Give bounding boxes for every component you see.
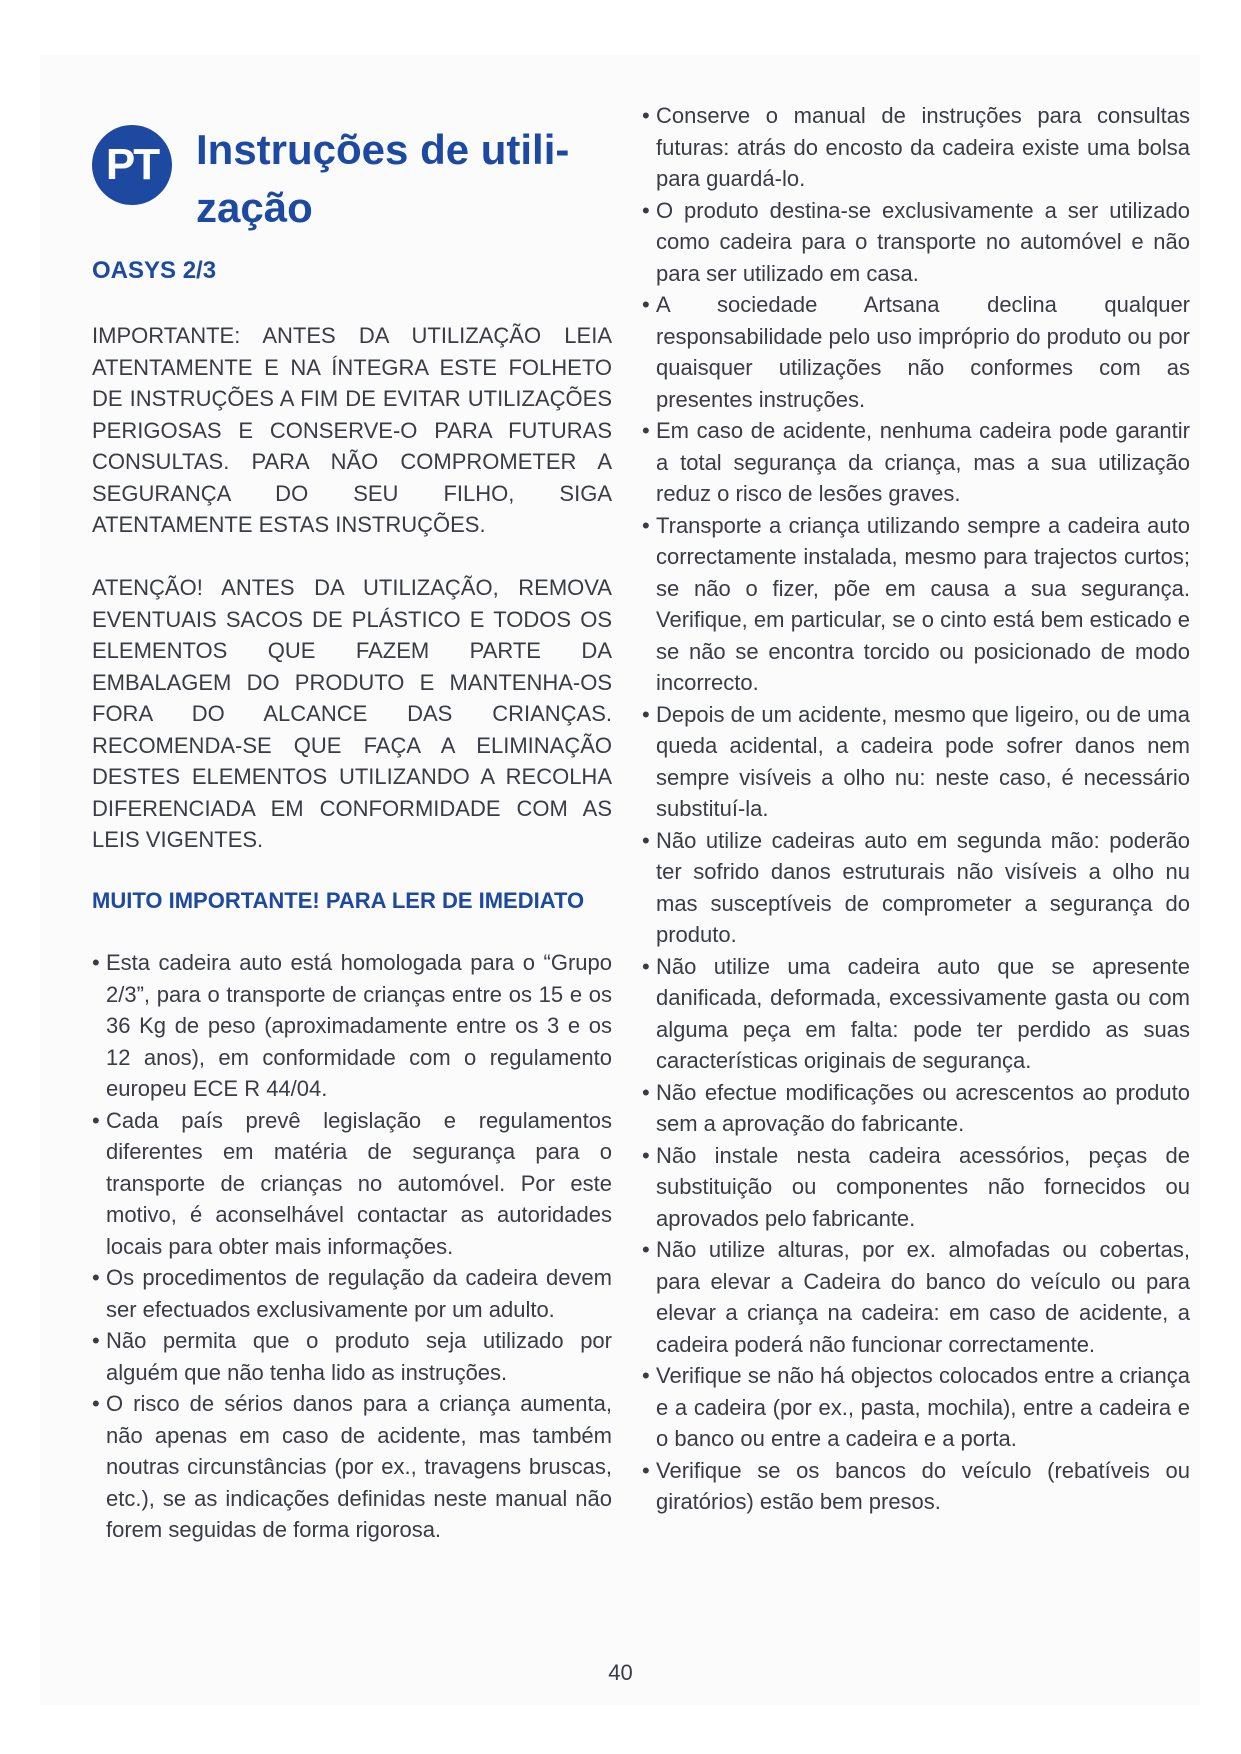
- list-item: • A sociedade Artsana declina qualquer responsabilidade pelo uso impróprio do produto ou por quaisquer utilizações não conformes com as presentes instruções.: [642, 289, 1190, 415]
- product-name: OASYS 2/3: [92, 257, 217, 284]
- list-item: • O produto destina-se exclusivamente a ser utilizado como cadeira para o transporte no automóvel e não para ser utilizado em casa.: [642, 195, 1190, 290]
- list-item: • Cada país prevê legislação e regulamentos diferentes em matéria de segurança para o transporte de crianças no automóvel. Por este motivo, é aconselhável contactar as autoridades locais para obter mais informações.: [92, 1105, 612, 1263]
- left-column: [92, 95, 612, 1542]
- right-bullet-list: [642, 100, 1190, 1518]
- left-bullet-list: [92, 947, 612, 1546]
- list-item: • Não utilize alturas, por ex. almofadas ou cobertas, para elevar a Cadeira do banco do veículo ou para elevar a criança na cadeira: em caso de acidente, a cadeira poderá não funcionar correctamente.: [642, 1234, 1190, 1360]
- document-header: [92, 95, 612, 245]
- page-number: 40: [608, 1660, 633, 1685]
- list-item: • Não permita que o produto seja utilizado por alguém que não tenha lido as instruções.: [92, 1325, 612, 1388]
- list-item: • Em caso de acidente, nenhuma cadeira pode garantir a total segurança da criança, mas a sua utilização reduz o risco de lesões graves.: [642, 415, 1190, 510]
- important-notice: IMPORTANTE: ANTES DA UTILIZAÇÃO LEIA ATENTAMENTE E NA ÍNTEGRA ESTE FOLHETO DE INSTRUÇÕES A FIM DE EVITAR UTILIZAÇÕES PERIGOSAS E CONSERVE-O PARA FUTURAS CONSULTAS. PARA NÃO COMPROMETER A SEGURANÇA DO SEU FILHO, SIGA ATENTAMENTE ESTAS INSTRUÇÕES.: [92, 323, 612, 537]
- list-item: • Não utilize cadeiras auto em segunda mão: poderão ter sofrido danos estruturais não visíveis a olho nu mas susceptíveis de comprometer a segurança do produto.: [642, 825, 1190, 951]
- list-item: • Não utilize uma cadeira auto que se apresente danificada, deformada, excessivamente gasta ou com alguma peça em falta: pode ter perdido as suas características originais de segurança.: [642, 951, 1190, 1077]
- list-item: • Verifique se os bancos do veículo (rebatíveis ou giratórios) estão bem presos.: [642, 1455, 1190, 1518]
- list-item: • Os procedimentos de regulação da cadeira devem ser efectuados exclusivamente por um adulto.: [92, 1262, 612, 1325]
- list-item: • Verifique se não há objectos colocados entre a criança e a cadeira (por ex., pasta, mochila), entre a cadeira e o banco ou entre a cadeira e a porta.: [642, 1360, 1190, 1455]
- page-title: Instruções de utili-zação: [196, 126, 570, 231]
- list-item: • O risco de sérios danos para a criança aumenta, não apenas em caso de acidente, mas também noutras circunstâncias (por ex., travagens bruscas, etc.), se as indicações definidas neste manual não forem seguidas de forma rigorosa.: [92, 1388, 612, 1546]
- list-item: • Conserve o manual de instruções para consultas futuras: atrás do encosto da cadeira existe uma bolsa para guardá-lo.: [642, 100, 1190, 195]
- language-badge: PT: [92, 125, 172, 205]
- list-item: • Não efectue modificações ou acrescentos ao produto sem a aprovação do fabricante.: [642, 1077, 1190, 1140]
- section-heading: MUITO IMPORTANTE! PARA LER DE IMEDIATO: [92, 888, 585, 913]
- list-item: • Não instale nesta cadeira acessórios, peças de substituição ou componentes não fornecidos ou aprovados pelo fabricante.: [642, 1140, 1190, 1235]
- list-item: • Esta cadeira auto está homologada para o “Grupo 2/3”, para o transporte de crianças entre os 15 e os 36 Kg de peso (aproximadamente entre os 3 e os 12 anos), em conformidade com o regulamento europeu ECE R 44/04.: [92, 947, 612, 1105]
- list-item: • Transporte a criança utilizando sempre a cadeira auto correctamente instalada, mesmo para trajectos curtos; se não o fizer, põe em causa a sua segurança. Verifique, em particular, se o cinto está bem esticado e se não se encontra torcido ou posicionado de modo incorrecto.: [642, 510, 1190, 699]
- attention-notice: ATENÇÃO! ANTES DA UTILIZAÇÃO, REMOVA EVENTUAIS SACOS DE PLÁSTICO E TODOS OS ELEMENTOS QUE FAZEM PARTE DA EMBALAGEM DO PRODUTO E MANTENHA-OS FORA DO ALCANCE DAS CRIANÇAS. RECOMENDA-SE QUE FAÇA A ELIMINAÇÃO DESTES ELEMENTOS UTILIZANDO A RECOLHA DIFERENCIADA EM CONFORMIDADE COM AS LEIS VIGENTES.: [92, 575, 612, 852]
- list-item: • Depois de um acidente, mesmo que ligeiro, ou de uma queda acidental, a cadeira pode sofrer danos nem sempre visíveis a olho nu: neste caso, é necessário substituí-la.: [642, 699, 1190, 825]
